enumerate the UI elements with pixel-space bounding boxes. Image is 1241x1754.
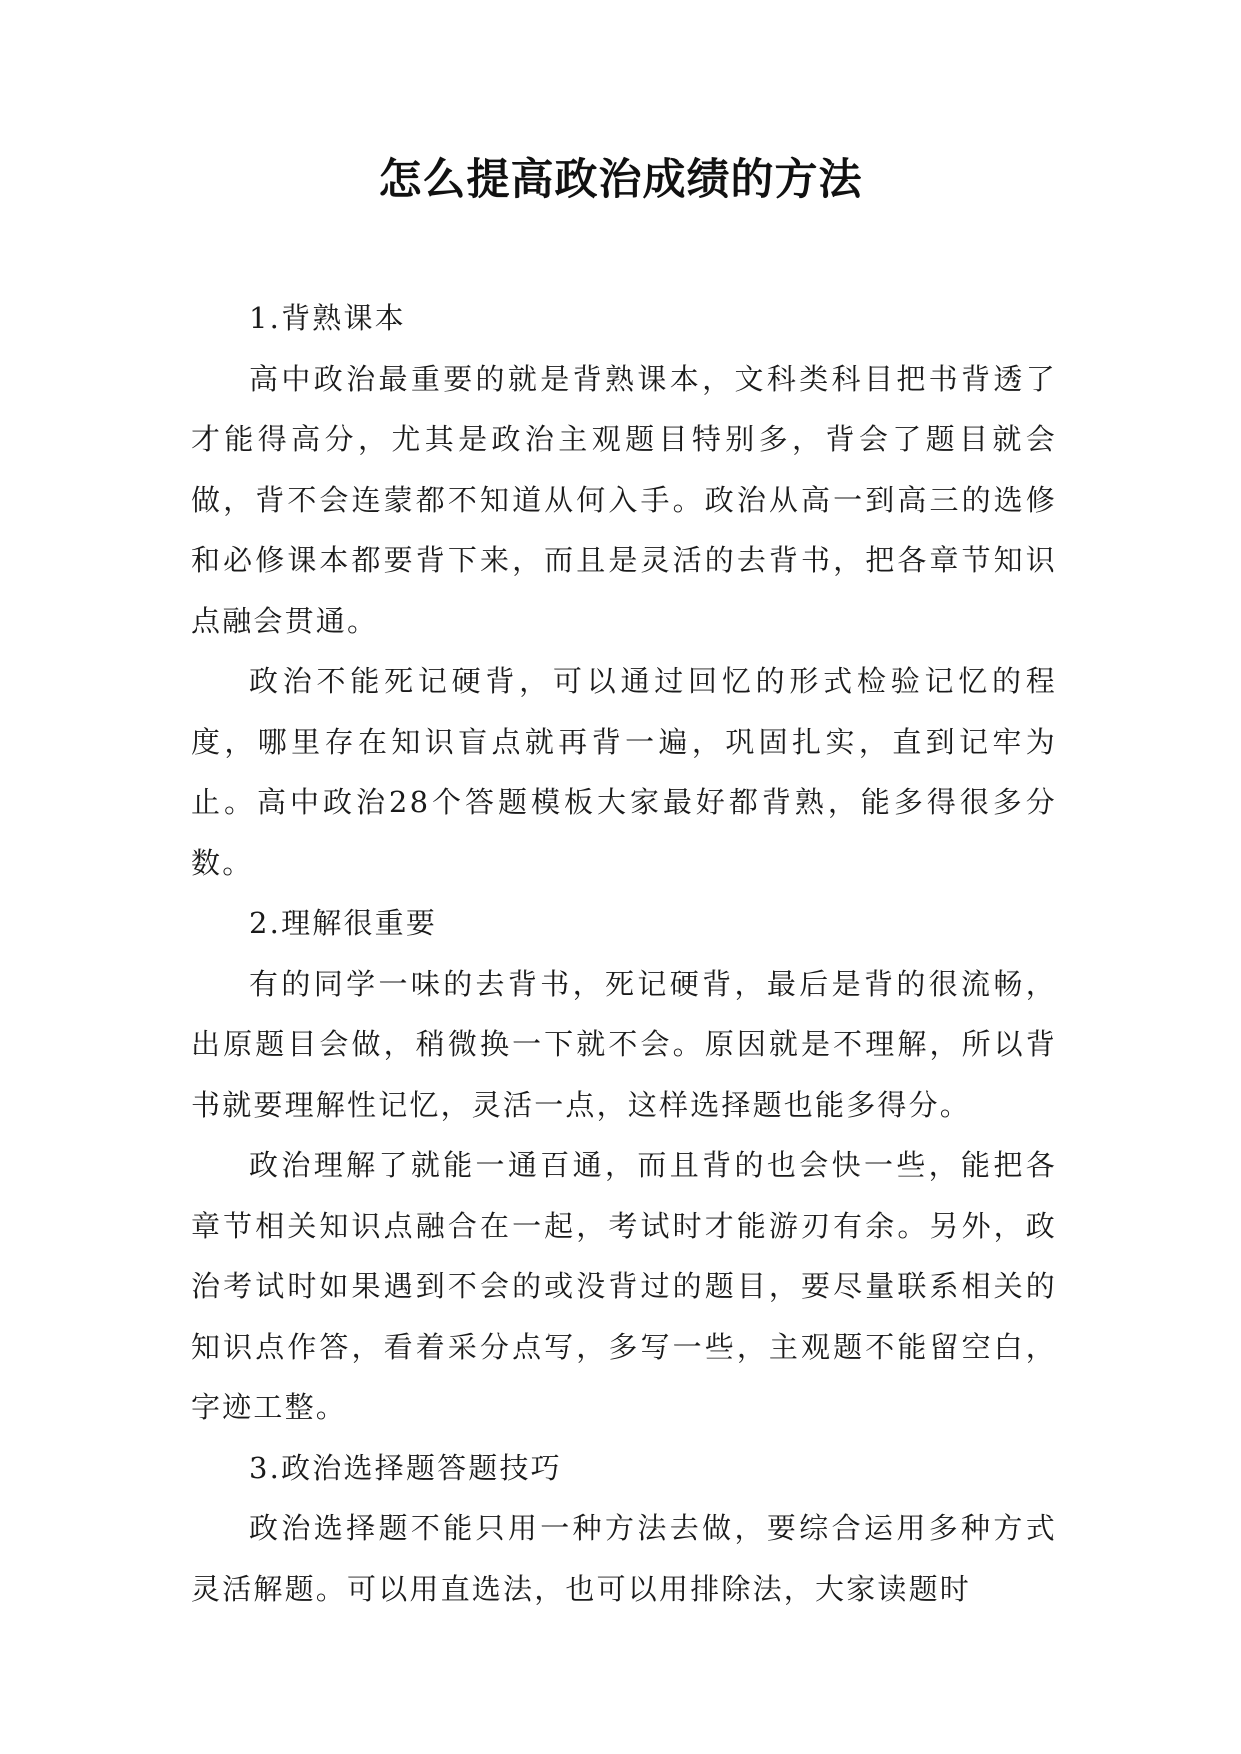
section-heading-3: 3.政治选择题答题技巧 [249, 1450, 562, 1485]
section-heading-2: 2.理解很重要 [249, 906, 438, 940]
body-paragraph: 有的同学一味的去背书，死记硬背，最后是背的很流畅，出原题目会做，稍微换一下就不会。原因就是不理解，所以背书就要理解性记忆，灵活一点，这样选择题也能多得分。 [191, 966, 1057, 1122]
body-paragraph: 政治理解了就能一通百通，而且背的也会快一些，能把各章节相关知识点融合在一起，考试时才能游刃有余。另外，政治考试时如果遇到不会的或没背过的题目，要尽量联系相关的知识点作答，看着采分点写，多写一些，主观题不能留空白，字迹工整。 [191, 1148, 1057, 1424]
section-heading-1: 1.背熟课本 [249, 301, 406, 335]
body-paragraph: 政治选择题不能只用一种方法去做，要综合运用多种方式灵活解题。可以用直选法，也可以用排除法，大家读题时 [191, 1511, 1057, 1606]
body-paragraph: 政治不能死记硬背，可以通过回忆的形式检验记忆的程度，哪里存在知识盲点就再背一遍，巩固扎实，直到记牢为止。高中政治28个答题模板大家最好都背熟，能多得很多分数。 [191, 664, 1057, 880]
body-paragraph: 高中政治最重要的就是背熟课本，文科类科目把书背透了才能得高分，尤其是政治主观题目特别多，背会了题目就会做，背不会连蒙都不知道从何入手。政治从高一到高三的选修和必修课本都要背下来，而且是灵活的去背书，把各章节知识点融会贯通。 [191, 361, 1057, 638]
document-body [191, 288, 1057, 1619]
document-title: 怎么提高政治成绩的方法 [378, 155, 863, 205]
